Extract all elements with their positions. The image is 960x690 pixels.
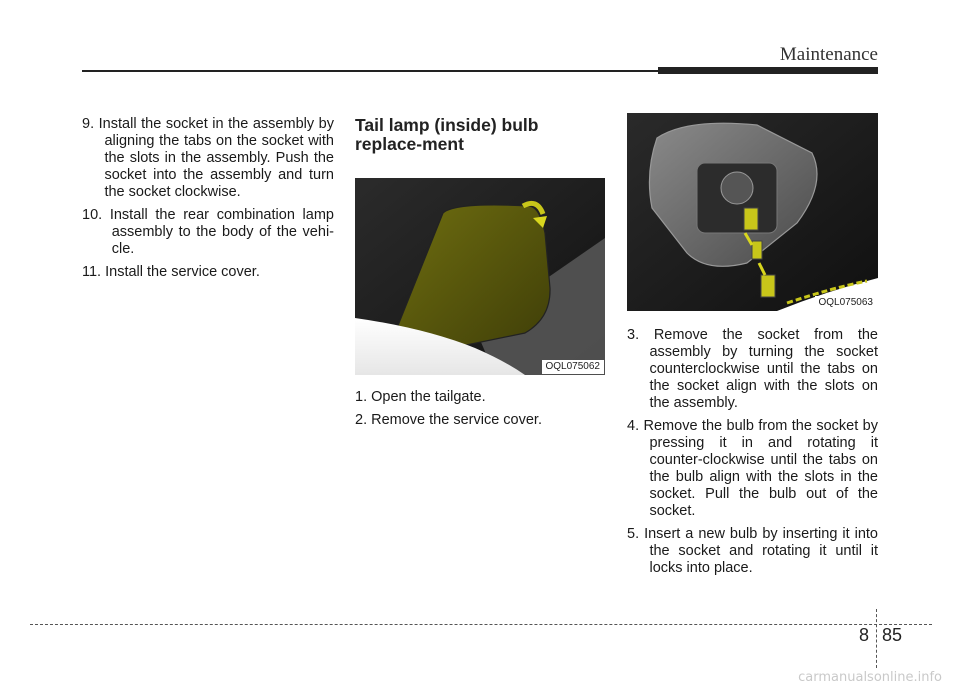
footer-dashed-rule: [30, 624, 932, 625]
header-rule-thick: [658, 67, 878, 74]
step-3: 3. Remove the socket from the assembly by turning the socket counterclockwise until the tabs on the socket align with the slots on the assembly.: [627, 327, 878, 411]
watermark: carmanualsonline.info: [798, 670, 942, 685]
section-title: Tail lamp (inside) bulb replace-ment: [355, 115, 539, 154]
steps-list-3: [627, 327, 878, 577]
bulb-socket-illustration: [627, 113, 878, 311]
service-cover-illustration: [355, 178, 605, 375]
step-10: 10. Install the rear combination lamp assembly to the body of the vehi-cle.: [82, 207, 334, 257]
footer-vertical-dash: [876, 609, 877, 668]
steps-list-1: [82, 116, 334, 281]
service-cover-figure: [355, 178, 605, 375]
column-2: [355, 116, 605, 435]
step-1: 1. Open the tailgate.: [355, 389, 486, 405]
step-9: 9. Install the socket in the assembly by aligning the tabs on the socket with the slots in the assembly. Push the socket into the assembly and turn the socket clockwise.: [82, 116, 334, 200]
step-4: 4. Remove the bulb from the socket by pressing it in and rotating it counter-clockwise until the tabs on the bulb align with the slots in the socket. Pull the bulb out of the socket.: [627, 418, 878, 519]
column-1: [82, 116, 334, 287]
steps-list-2: [355, 389, 605, 429]
bulb-socket-figure: [627, 113, 878, 311]
header-title: Maintenance: [779, 44, 878, 65]
header-rule-thin: [82, 70, 658, 72]
step-5: 5. Insert a new bulb by inserting it into the socket and rotating it until it locks into place.: [627, 526, 878, 576]
column-3: [627, 113, 878, 583]
figure-code: OQL075062: [542, 360, 605, 374]
step-2: 2. Remove the service cover.: [355, 412, 542, 428]
step-11: 11. Install the service cover.: [82, 264, 260, 280]
chapter-number: 8: [859, 625, 870, 645]
figure-code: OQL075063: [815, 296, 878, 310]
page-number: 85: [882, 625, 903, 645]
